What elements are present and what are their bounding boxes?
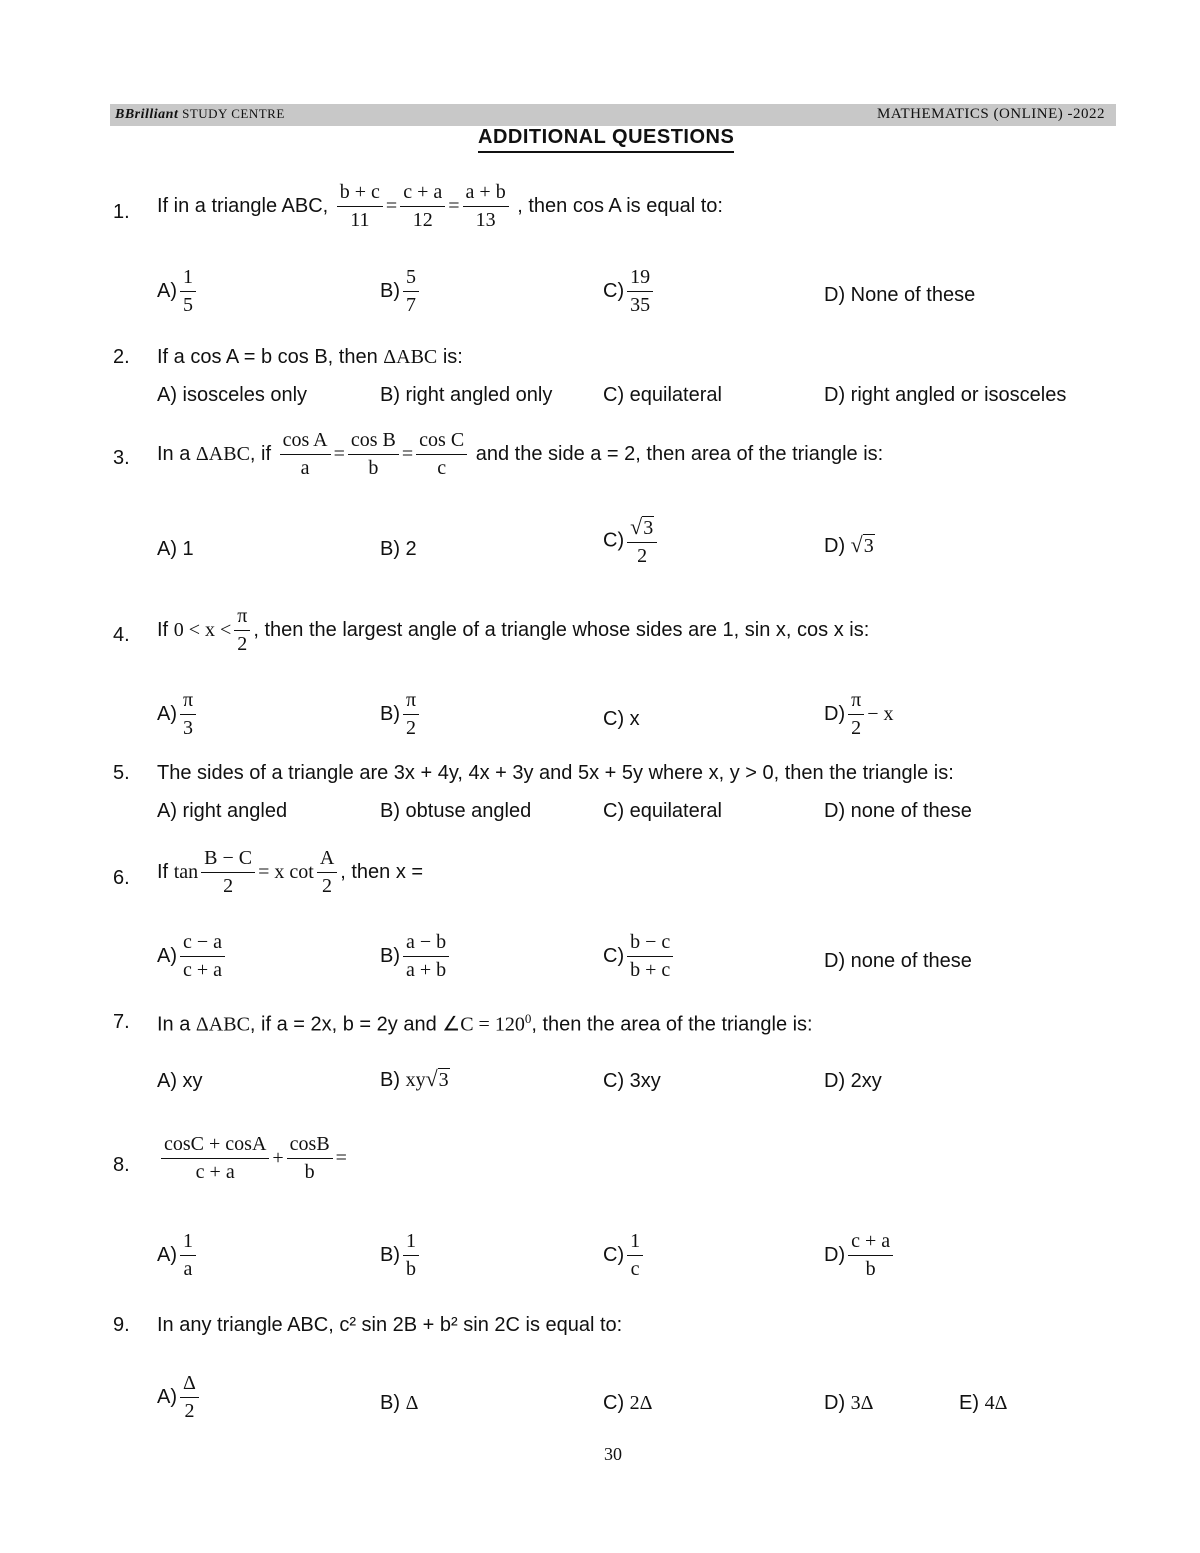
option-d: D) 3Δ <box>824 1392 874 1414</box>
option-d: D) none of these <box>824 950 972 972</box>
question-number: 4. <box>113 624 130 646</box>
option-b: B) $\frac{a - b}{a + b}$ <box>380 931 452 982</box>
fraction: $\frac{b + c}{11}$ <box>337 181 383 232</box>
question-number: 7. <box>113 1011 130 1033</box>
option-a: A) right angled <box>157 800 288 822</box>
brand-logo-text: BBrilliant <box>115 107 179 122</box>
question-stem: In a ΔABC, if $\frac{\text{cos A}}{a}$ = $\frac{\text{cos B}}{b}$ = $\frac{\text{cos C}}{c}$ and the side a = 2, then area of the triangle is: <box>157 429 884 479</box>
option-a: A) $\frac{1}{a}$ <box>157 1230 199 1281</box>
option-c: C) equilateral <box>603 384 722 406</box>
option-a: A) $\frac{c - a}{c + a}$ <box>157 931 228 982</box>
option-c: C) 2Δ <box>603 1392 653 1414</box>
option-c: C) $\frac{√3}{2}$ <box>603 514 660 568</box>
question-stem: If 0 < x < $\frac{\pi}{2}$ , then the largest angle of a triangle whose sides are 1, sin x, cos x is: <box>157 605 870 655</box>
sqrt-symbol: √ <box>425 1066 438 1091</box>
option-e: E) 4Δ <box>959 1392 1008 1414</box>
question-stem: If in a triangle ABC, $\frac{b + c}{11}$ = $\frac{c + a}{12}$ = $\frac{a + b}{13}$ , then cos A is equal to: <box>157 181 723 231</box>
question-stem: If a cos A = b cos B, then ΔABC is: <box>157 346 463 368</box>
option-d: D) $\frac{\pi}{2}$ − x <box>824 689 894 739</box>
option-b: B) right angled only <box>380 384 553 406</box>
page-title: ADDITIONAL QUESTIONS <box>478 126 734 153</box>
sqrt-symbol: √ <box>630 514 643 539</box>
question-number: 8. <box>113 1154 130 1176</box>
option-b: B) $\frac{\pi}{2}$ <box>380 689 422 740</box>
option-b: B) $\frac{1}{b}$ <box>380 1230 422 1281</box>
option-a: A) 1 <box>157 538 194 560</box>
fraction: $\frac{c + a}{12}$ <box>400 181 445 232</box>
option-a: A) isosceles only <box>157 384 308 406</box>
option-c: C) $\frac{1}{c}$ <box>603 1230 646 1281</box>
option-b: B) $\frac{5}{7}$ <box>380 266 422 317</box>
option-c: C) x <box>603 708 640 730</box>
question-number: 9. <box>113 1314 130 1336</box>
option-a: A) $\frac{\Delta}{2}$ <box>157 1372 202 1423</box>
option-a: A) xy <box>157 1070 203 1092</box>
question-stem: In a ΔABC, if a = 2x, b = 2y and ∠C = $120^0$, then the area of the triangle is: <box>157 1011 813 1036</box>
option-a: A) $\frac{1}{5}$ <box>157 266 199 317</box>
page-number: 30 <box>604 1444 622 1464</box>
option-d: D) none of these <box>824 800 972 822</box>
question-number: 1. <box>113 201 130 223</box>
option-d: D) None of these <box>824 284 976 306</box>
option-d: D) right angled or isosceles <box>824 384 1067 406</box>
question-number: 6. <box>113 867 130 889</box>
option-d: D) $\frac{c + a}{b}$ <box>824 1230 896 1281</box>
subject-label: MATHEMATICS (ONLINE) -2022 <box>877 106 1105 122</box>
question-stem: If tan $\frac{B - C}{2}$ = x cot $\frac{A}{2}$ , then x = <box>157 847 424 897</box>
option-b: B) Δ <box>380 1392 419 1414</box>
option-b: B) obtuse angled <box>380 800 532 822</box>
question-number: 3. <box>113 447 130 469</box>
option-d: D) √3 <box>824 532 874 557</box>
option-d: D) 2xy <box>824 1070 882 1092</box>
option-b: B) 2 <box>380 538 417 560</box>
sqrt-symbol: √ <box>850 532 863 557</box>
option-a: A) $\frac{\pi}{3}$ <box>157 689 199 740</box>
question-stem: The sides of a triangle are 3x + 4y, 4x + 3y and 5x + 5y where x, y > 0, then the triangle is: <box>157 762 954 784</box>
brand <box>115 106 285 123</box>
option-c: C) $\frac{19}{35}$ <box>603 266 656 317</box>
question-number: 5. <box>113 762 130 784</box>
option-b: B) xy√3 <box>380 1066 449 1091</box>
question-number: 2. <box>113 346 130 368</box>
option-c: C) $\frac{b - c}{b + c}$ <box>603 931 676 982</box>
question-stem: $\frac{\cos C + \cos A}{c + a}$ + $\frac{\cos B}{b}$ = <box>158 1133 347 1184</box>
fraction: $\frac{a + b}{13}$ <box>463 181 509 232</box>
option-c: C) equilateral <box>603 800 722 822</box>
option-c: C) 3xy <box>603 1070 661 1092</box>
brand-name: STUDY CENTRE <box>182 106 285 121</box>
question-stem: In any triangle ABC, c² sin 2B + b² sin 2C is equal to: <box>157 1314 623 1336</box>
